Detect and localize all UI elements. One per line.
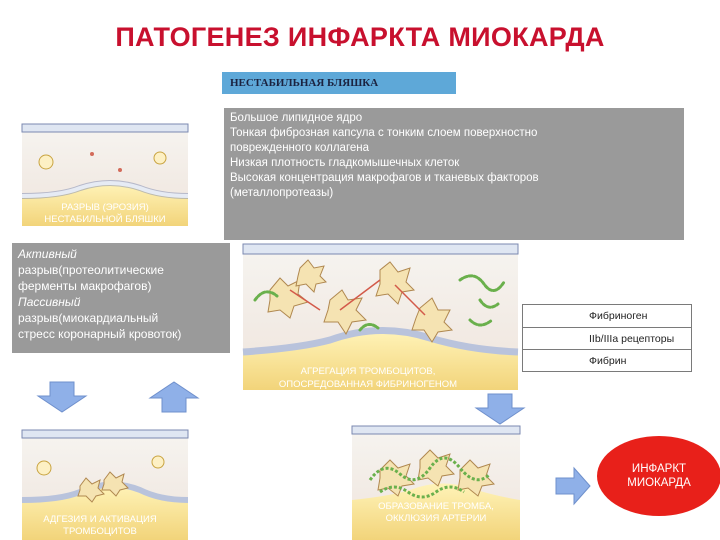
plaque-feature-1: Большое липидное ядро xyxy=(230,112,363,124)
plaque-feature-3: поврежденного коллагена xyxy=(230,142,370,154)
active-rupture-desc-1: разрыв(протеолитические xyxy=(18,263,164,277)
caption-aggregation-1: АГРЕГАЦИЯ ТРОМБОЦИТОВ, xyxy=(300,366,436,377)
caption-aggregation-2: ОПОСРЕДОВАННАЯ ФИБРИНОГЕНОМ xyxy=(278,379,458,390)
plaque-features-box xyxy=(224,108,684,240)
caption-adhesion-2: ТРОМБОЦИТОВ xyxy=(63,526,137,537)
up-arrow-left xyxy=(150,382,198,412)
outcome-label-line-2: МИОКАРДА xyxy=(627,477,691,489)
plaque-feature-2: Тонкая фиброзная капсула с тонким слоем поверхностно xyxy=(230,127,538,139)
outcome-label-line-1: ИНФАРКТ xyxy=(631,463,687,475)
active-rupture-desc-2: ферменты макрофагов) xyxy=(18,279,152,293)
passive-rupture-label: Пассивный xyxy=(18,295,81,309)
subtitle-label: НЕСТАБИЛЬНАЯ БЛЯШКА xyxy=(230,77,379,89)
plaque-feature-4: Низкая плотность гладкомышечных клеток xyxy=(230,157,460,169)
outcome-label xyxy=(598,462,720,490)
passive-rupture-desc-2: стресс коронарный кровоток) xyxy=(18,327,182,341)
legend-row-receptors xyxy=(523,327,691,350)
caption-thrombus-1: ОБРАЗОВАНИЕ ТРОМБА, xyxy=(378,501,494,512)
rupture-mechanism-box xyxy=(12,243,230,353)
legend xyxy=(522,304,692,372)
passive-rupture-desc-1: разрыв(миокардиальный xyxy=(18,311,159,325)
caption-erosion-2: НЕСТАБИЛЬНОЙ БЛЯШКИ xyxy=(44,214,166,225)
page-title: ПАТОГЕНЕЗ ИНФАРКТА МИОКАРДА xyxy=(115,22,605,52)
caption-erosion-1: РАЗРЫВ (ЭРОЗИЯ) xyxy=(61,202,149,213)
down-arrow-left xyxy=(38,382,86,412)
active-rupture-label: Активный xyxy=(18,247,77,261)
legend-receptors-label: IIb/IIIa рецепторы xyxy=(589,333,675,345)
down-arrow-right xyxy=(476,394,524,424)
right-arrow xyxy=(556,468,590,504)
plaque-feature-5: Высокая концентрация макрофагов и тканевых факторов xyxy=(230,172,539,184)
plaque-feature-6: (металлопротеазы) xyxy=(230,187,334,199)
legend-row-fibrinogen xyxy=(523,305,691,327)
legend-row-fibrin xyxy=(523,349,691,372)
legend-fibrin-label: Фибрин xyxy=(589,355,627,367)
caption-thrombus-2: ОККЛЮЗИЯ АРТЕРИИ xyxy=(385,513,487,524)
caption-adhesion-1: АДГЕЗИЯ И АКТИВАЦИЯ xyxy=(43,514,157,525)
legend-fibrinogen-label: Фибриноген xyxy=(589,310,648,322)
